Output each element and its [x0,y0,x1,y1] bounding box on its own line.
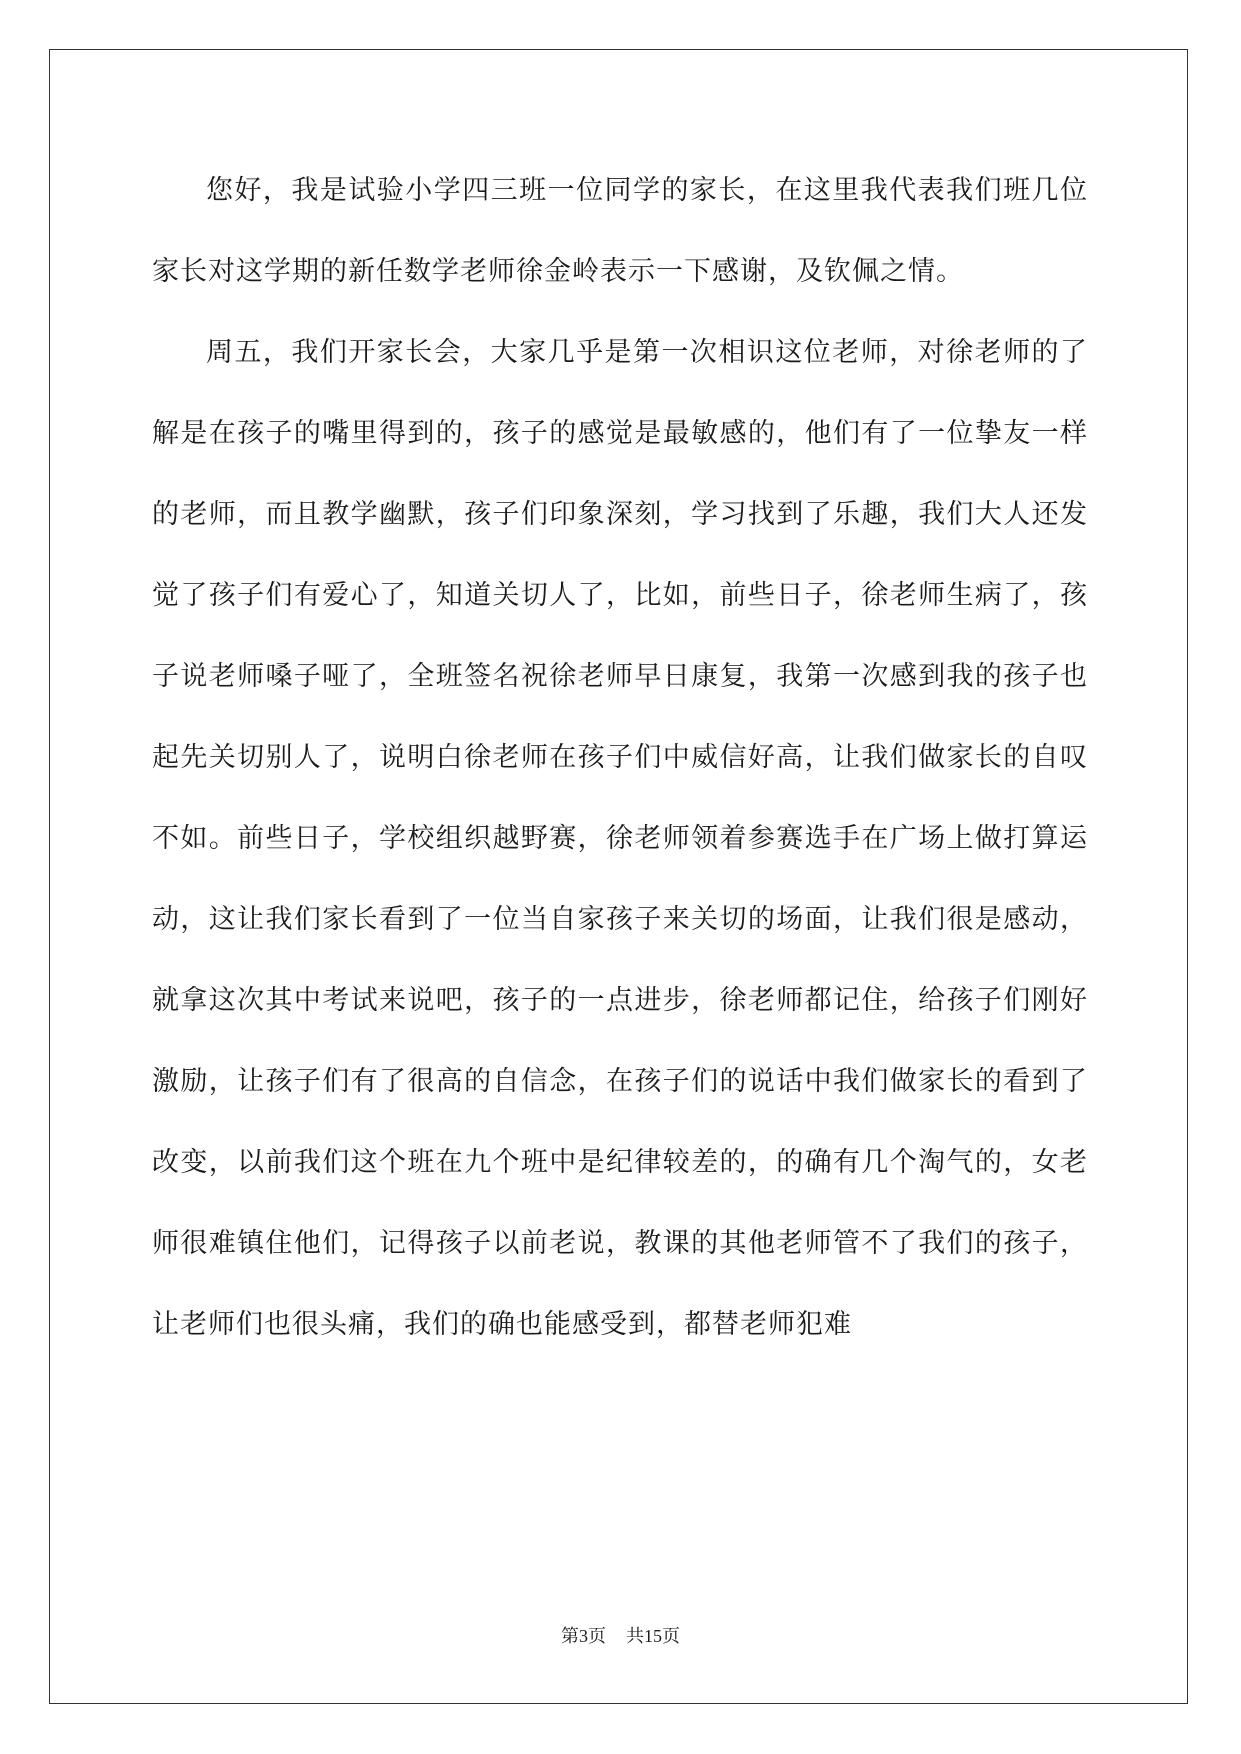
total-label-suffix: 页 [662,1626,680,1647]
paragraph-main: 周五，我们开家长会，大家几乎是第一次相识这位老师，对徐老师的了解是在孩子的嘴里得到的，孩子的感觉是最敏感的，他们有了一位挚友一样的老师，而且教学幽默，孩子们印象深刻，学习找到了乐趣，我们大人还发觉了孩子们有爱心了，知道关切人了，比如，前些日子，徐老师生病了，孩子说老师嗓子哑了，全班签名祝徐老师早日康复，我第一次感到我的孩子也起先关切别人了，说明白徐老师在孩子们中威信好高，让我们做家长的自叹不如。前些日子，学校组织越野赛，徐老师领着参赛选手在广场上做打算运动，这让我们家长看到了一位当自家孩子来关切的场面，让我们很是感动，就拿这次其中考试来说吧，孩子的一点进步，徐老师都记住，给孩子们刚好激励，让孩子们有了很高的自信念，在孩子们的说话中我们做家长的看到了改变，以前我们这个班在九个班中是纪律较差的，的确有几个淘气的，女老师很难镇住他们，记得孩子以前老说，教课的其他老师管不了我们的孩子，让老师们也很头痛，我们的确也能感受到，都替老师犯难 [152,337,1088,1340]
current-page-number: 3 [579,1626,588,1646]
paragraph-greeting: 您好，我是试验小学四三班一位同学的家长，在这里我代表我们班几位家长对这学期的新任数学老师徐金岭表示一下感谢，及钦佩之情。 [152,175,1088,287]
total-page-count: 15 [644,1626,662,1646]
page-footer [0,1624,1241,1649]
total-label-prefix: 共 [626,1626,644,1647]
page-label-suffix: 页 [588,1626,606,1647]
page-label-prefix: 第 [561,1626,579,1647]
document-body [152,150,1088,1365]
